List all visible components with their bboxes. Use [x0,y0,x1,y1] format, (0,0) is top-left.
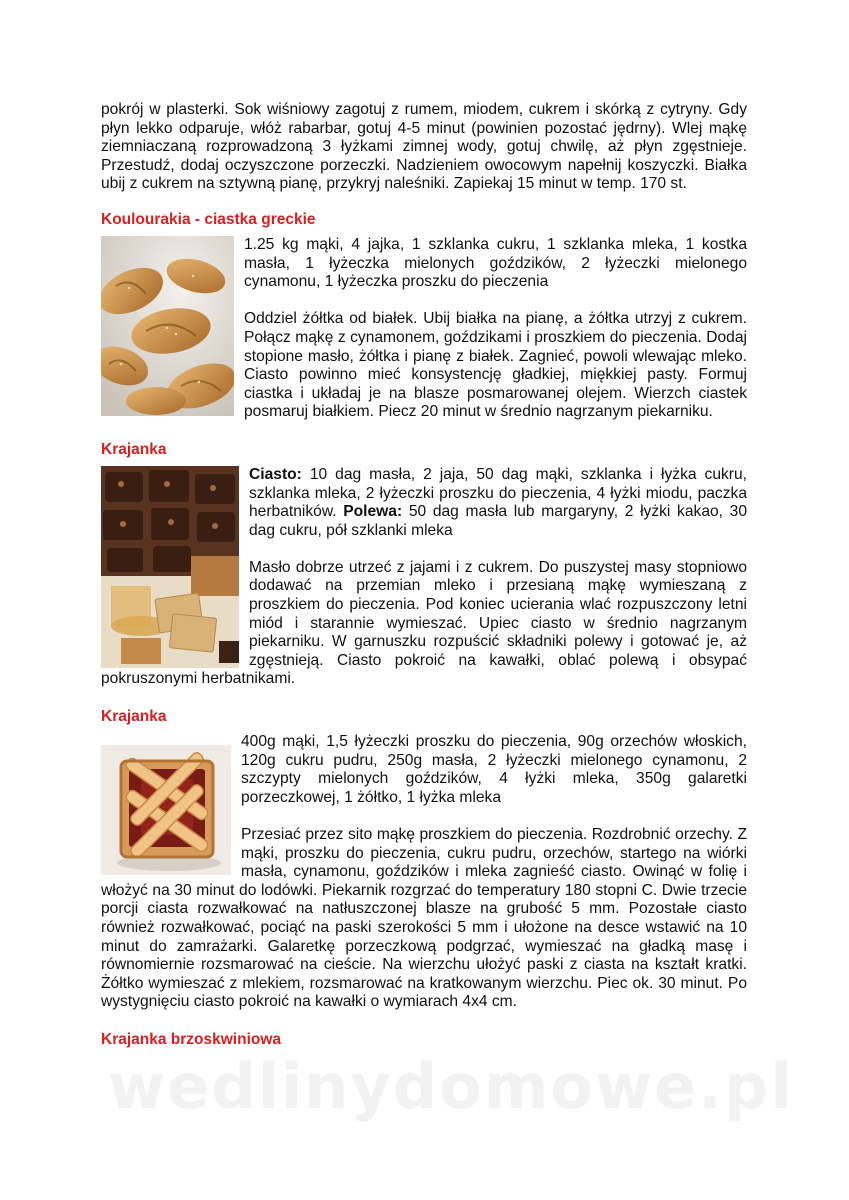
label-ciasto: Ciasto: [249,465,302,483]
intro-paragraph: pokrój w plasterki. Sok wiśniowy zagotuj z rumem, miodem, cukrem i skórką z cytryny. Gdy płyn lekko odparuje, włóż rabarbar, gotuj 4-5 minut (powinien pozostać jędrny). Wlej mąkę ziemniaczaną rozprowadzoną 3 łyżkami zimnej wody, gotuj chwilę, aż płyn zgęstnieje. Przestudź, dodaj oczyszczone porzeczki. Nadzieniem owocowym napełnij koszyczki. Białka ubij z cukrem na sztywną pianę, przykryj naleśniki. Zapiekaj 15 minut w temp. 170 st. [101,101,747,193]
recipe-title: Krajanka brzoskwiniowa [101,1030,282,1048]
recipe-page [101,101,747,1067]
ingredients-ciasto: 10 dag masła, 2 jaja, 50 dag mąki, szklanka i łyżka cukru, szklanka mleka, 2 łyżeczki proszku do pieczenia, 4 łyżki miodu, paczka herbatników. [249,465,747,521]
recipe-krajanka-lattice [101,707,747,1012]
recipe-method: Masło dobrze utrzeć z jajami i z cukrem. Do puszystej masy stopniowo dodawać na przemian mleko i przesianą mąkę wymieszaną z proszkiem do pieczenia. Pod koniec ucierania wlać rozpuszczony letni miód i starannie wymieszać. Upiec ciasto w średnio nagrzanym piekarniku. W garnuszku rozpuścić składniki polewy i gotować je, aż zgęstnieją. Ciasto pokroić na kawałki, oblać polewą i obsypać pokruszonymi herbatnikami. [101,558,747,688]
lattice-krajanka-photo [101,745,231,875]
recipe-title: Koulourakia - ciastka greckie [101,210,316,228]
ingredients-polewa: 50 dag masła lub margaryny, 2 łyżki kakao, 30 dag cukru, pół szklanki mleka [249,503,747,539]
recipe-koulourakia [101,210,747,422]
label-polewa: Polewa: [343,503,403,521]
recipe-krajanka-brzoskwiniowa [101,1030,747,1049]
recipe-ingredients: 1.25 kg mąki, 4 jajka, 1 szklanka cukru, 1 szklanka mleka, 1 kostka masła, 1 łyżeczka mielonych goździków, 2 łyżeczki mielonego cynamonu, 1 łyżeczka proszku do pieczenia [244,235,747,291]
recipe-method: Przesiać przez sito mąkę proszkiem do pieczenia. Rozdrobnić orzechy. Z mąki, proszku do pieczenia, cukru pudru, orzechów, startego na wiórki masła, cynamonu, goździków i mleka zagnieść ciasto. Owinąć w folię i włożyć na 30 minut do lodówki. Piekarnik rozgrzać do temperatury 180 stopni C. Dwie trzecie porcji ciasta rozwałkować na natłuszczonej blasze na grubość 5 mm. Pozostałe ciasto również rozwałkować, pociąć na paski szerokości 5 mm i ułożone na desce wstawić na 10 minut do zamrażarki. Galaretkę porzeczkową podgrzać, wymieszać na gładką masę i równomiernie rozsmarować na cieście. Na wierzchu ułożyć paski z ciasta na kształt kratki. Żółtko wymieszać z mlekiem, rozsmarować na kratkowanym wierzchu. Piec ok. 30 minut. Po wystygnięciu ciasto pokroić na kawałki o wymiarach 4x4 cm. [101,826,747,1011]
recipe-krajanka-chocolate [101,440,747,689]
greek-cookies-photo [101,236,234,416]
site-watermark: wedlinydomowe.pl [108,1050,794,1123]
recipe-method: Oddziel żółtka od białek. Ubij białka na pianę, a żółtka utrzyj z cukrem. Połącz mąkę z cynamonem, goździkami i proszkiem do pieczenia. Dodaj stopione masło, żółtka i pianę z białek. Zagnieć, powoli wlewając mleko. Ciasto powinno mieć konsystencję gładkiej, miękkiej pasty. Formuj ciastka i układaj je na blasze posmarowanej olejem. Wierzch ciastek posmaruj białkiem. Piecz 20 minut w średnio nagrzanym piekarniku. [244,310,747,421]
recipe-title: Krajanka [101,440,167,458]
recipe-ingredients: 400g mąki, 1,5 łyżeczki proszku do pieczenia, 90g orzechów włoskich, 120g cukru pudru, 250g masła, 2 łyżeczki mielonego cynamonu, 2 szczypty mielonych goździków, 4 łyżki mleka, 350g galaretki porzeczkowej, 1 żółtko, 1 łyżka mleka [241,733,747,806]
chocolate-krajanka-photo [101,466,239,668]
recipe-title: Krajanka [101,708,167,726]
